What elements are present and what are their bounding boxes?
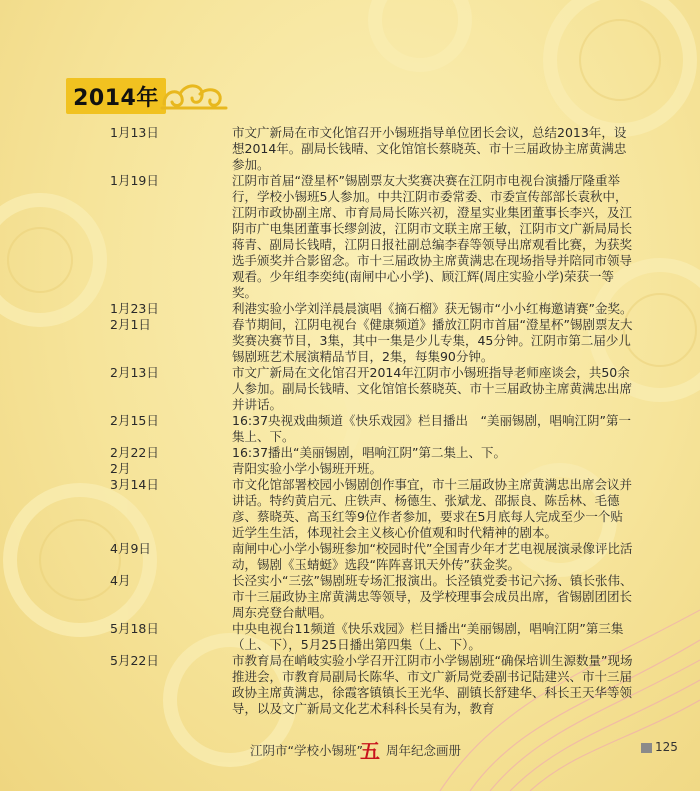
entry-text: 市文广新局在文化馆召开2014年江阴市小锡班指导老师座谈会，共50余人参加。副局长钱晴、文化馆馆长蔡晓英、市十三届政协主席黄满忠出席并讲话。 — [232, 365, 633, 412]
entry-date: 1月13日 — [110, 125, 159, 140]
timeline-entry — [0, 125, 700, 173]
timeline-entry — [0, 413, 700, 445]
entry-text: 中央电视台11频道《快乐戏园》栏目播出“美丽锡剧，唱响江阴”第三集（上、下），5月25日播出第四集（上、下）。 — [232, 621, 624, 652]
entry-text: 南闸中心小学小锡班参加“校园时代”全国青少年才艺电视展演录像评比活动，锡剧《玉蜻蜓》选段“阵阵喜讯天外传”获金奖。 — [232, 541, 633, 572]
entry-date: 2月22日 — [110, 445, 159, 460]
timeline-entry — [0, 173, 700, 301]
entry-text: 青阳实验小学小锡班开班。 — [232, 461, 383, 476]
footer-title: 江阴市“学校小锡班” — [250, 743, 363, 758]
entry-date: 1月23日 — [110, 301, 159, 316]
page-marker-icon — [641, 743, 652, 753]
timeline-entry — [0, 317, 700, 365]
entry-text: 利港实验小学刘洋晨晨演唱《摘石榴》获无锡市“小小红梅邀请赛”金奖。 — [232, 301, 633, 316]
timeline-entry — [0, 301, 700, 317]
entry-text: 江阴市首届“澄星杯”锡剧票友大奖赛决赛在江阴市电视台演播厅隆重举行，学校小锡班5人参加。中共江阴市委常委、市委宣传部部长袁秋中，江阴市政协副主席、市育局局长陈兴初，澄星实业集团董事长李兴，及江阴市广电集团董事长缪剑波，江阴市文联主席王敏，江阴市文广新局局长蒋青、副局长钱晴，江阴日报社副总编李春等领导出席观看比赛，为获奖选手颁奖并合影留念。市十三届政协主席黄满忠在现场指导并陪同市领导观看。少年组李奕纯(南闸中心小学)、顾江辉(周庄实验小学)荣获一等奖。 — [232, 173, 633, 300]
entry-date: 5月18日 — [110, 621, 159, 636]
entry-text: 市教育局在峭岐实验小学召开江阴市小学锡剧班“确保培训生源数量”现场推进会，市教育局副局长陈华、市文广新局党委副书记陆建兴、市十三届政协主席黄满忠，徐霞客镇镇长王光华、副镇长舒建华、科长王天华等领导，以及文广新局文化艺术科科长吴有为，教育 — [232, 653, 633, 716]
timeline-entry — [0, 621, 700, 653]
entry-text: 春节期间，江阴电视台《健康频道》播放江阴市首届“澄星杯”锡剧票友大奖赛决赛节目，3集，其中一集是少儿专集，45分钟。江阴市第二届少儿锡剧班艺术展演精品节目，2集，每集90分钟。 — [232, 317, 633, 364]
timeline-entry — [0, 461, 700, 477]
entry-text: 长泾实小“三弦”锡剧班专场汇报演出。长泾镇党委书记六扬、镇长张伟、市十三届政协主席黄满忠等领导，及学校理事会成员出席，省锡剧团团长周东亮登台献唱。 — [232, 573, 633, 620]
entry-date: 3月14日 — [110, 477, 159, 492]
entry-text: 市文广新局在市文化馆召开小锡班指导单位团长会议，总结2013年，设想2014年。副局长钱晴、文化馆馆长蔡晓英、市十三届政协主席黄满忠参加。 — [232, 125, 627, 172]
entry-date: 5月22日 — [110, 653, 159, 668]
timeline-entry — [0, 365, 700, 413]
timeline-entry — [0, 573, 700, 621]
footer-five-character: 五 — [360, 739, 380, 763]
entry-date: 1月19日 — [110, 173, 159, 188]
timeline — [0, 125, 700, 717]
entry-date: 4月 — [110, 573, 131, 588]
page-footer — [0, 737, 700, 767]
timeline-entry — [0, 477, 700, 541]
entry-date: 2月13日 — [110, 365, 159, 380]
timeline-entry — [0, 541, 700, 573]
footer-subtitle: 周年纪念画册 — [386, 743, 462, 758]
entry-date: 2月1日 — [110, 317, 151, 332]
timeline-entry — [0, 653, 700, 717]
year-badge — [66, 78, 166, 114]
entry-date: 4月9日 — [110, 541, 151, 556]
entry-text: 16:37播出“美丽锡剧，唱响江阴”第二集上、下。 — [232, 445, 506, 460]
year-heading: 2014年 — [73, 85, 159, 111]
page-number: 125 — [655, 740, 678, 754]
entry-text: 市文化馆部署校园小锡剧创作事宜，市十三届政协主席黄满忠出席会议并讲话。特约黄启元、庄铁声、杨德生、张斌龙、邵振良、陈岳林、毛德彦、蔡晓英、高玉红等9位作者参加，要求在5月底每人完成至少一个贴近学生生活，体现社会主义核心价值观和时代精神的剧本。 — [232, 477, 633, 540]
entry-date: 2月15日 — [110, 413, 159, 428]
entry-text: 16:37央视戏曲频道《快乐戏园》栏目播出 “美丽锡剧，唱响江阴”第一集上、下。 — [232, 413, 631, 444]
entry-date: 2月 — [110, 461, 131, 476]
auspicious-cloud-icon — [160, 80, 230, 112]
timeline-entry — [0, 445, 700, 461]
